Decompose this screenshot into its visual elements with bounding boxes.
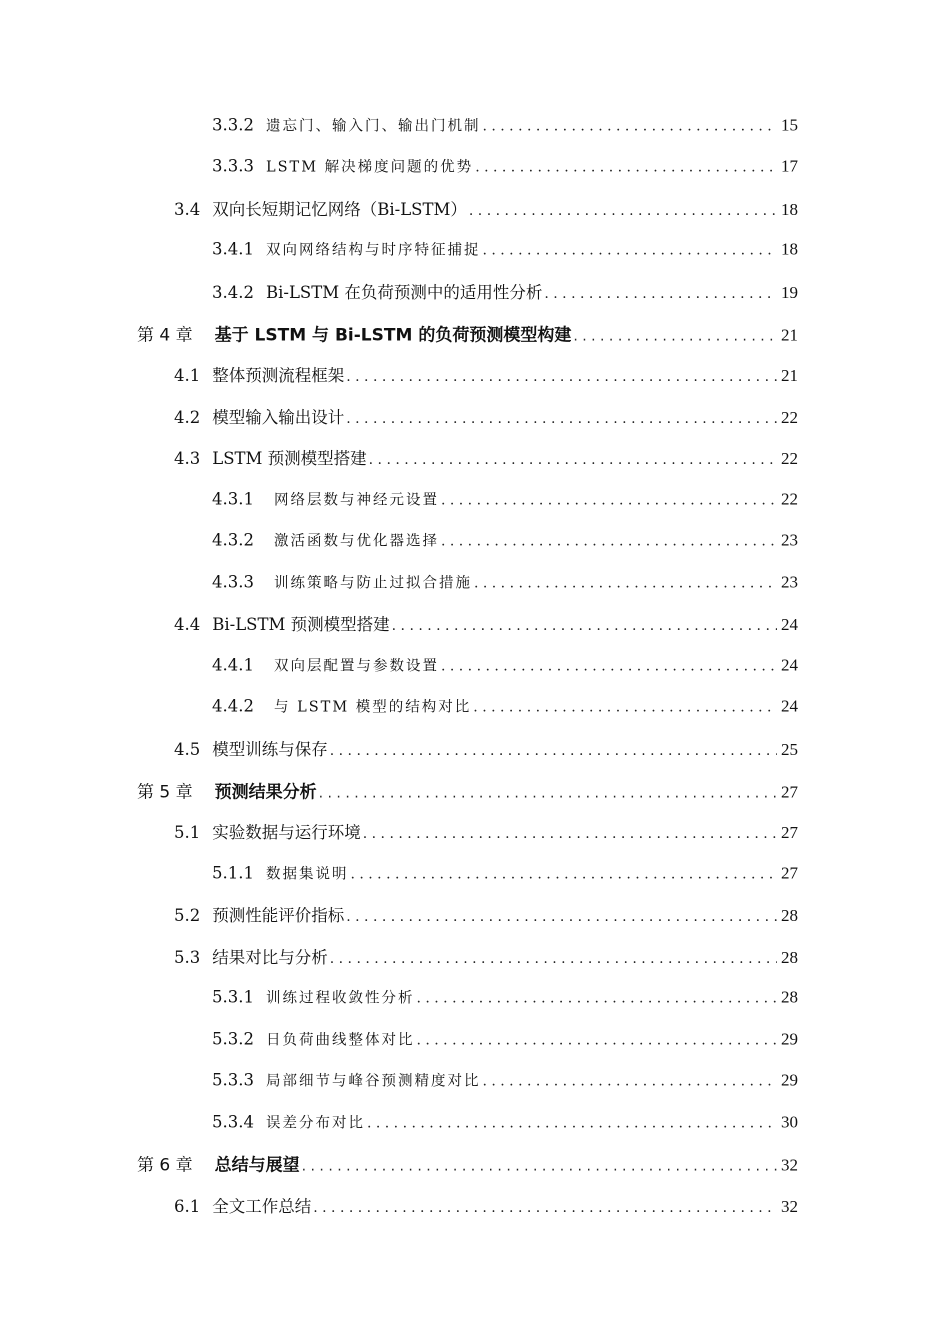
toc-dot-leader [441, 492, 777, 508]
toc-section-title: 训练策略与防止过拟合措施 [273, 575, 472, 592]
toc-dot-leader [544, 286, 777, 302]
toc-page-number: 29 [781, 1029, 798, 1049]
toc-page-number: 28 [781, 987, 798, 1007]
toc-entry-level-3[interactable] [212, 862, 798, 883]
toc-section-title: 实验数据与运行环境 [212, 823, 361, 843]
toc-section-number: 4.3 [174, 449, 201, 469]
toc-entry-level-3[interactable] [212, 571, 798, 592]
toc-row [0, 561, 950, 603]
toc-page-number: 19 [781, 282, 798, 302]
toc-section-number: 3.4.1 [212, 239, 254, 259]
toc-page-number: 21 [781, 325, 798, 344]
toc-section-number: 3.3.2 [212, 115, 254, 135]
toc-section-title: 与 LSTM 模型的结构对比 [273, 699, 472, 716]
toc-dot-leader [367, 1115, 777, 1131]
toc-row [0, 436, 950, 478]
toc-row [0, 104, 950, 146]
toc-section-number: 4.4.1 [212, 655, 254, 675]
toc-row [0, 603, 950, 645]
toc-section-title: 双向网络结构与时序特征捕捉 [265, 242, 481, 259]
toc-row [0, 644, 950, 686]
toc-page-number: 29 [781, 1070, 798, 1090]
toc-row [0, 976, 950, 1018]
toc-page-number: 15 [781, 115, 798, 135]
toc-page-number: 24 [781, 696, 798, 716]
toc-section-number: 5.3 [174, 947, 201, 967]
toc-section-title: 双向层配置与参数设置 [273, 658, 439, 675]
toc-dot-leader [346, 909, 777, 925]
toc-entry-level-3[interactable] [212, 530, 798, 551]
toc-entry-level-1[interactable] [137, 777, 798, 802]
toc-section-title: 整体预测流程框架 [212, 366, 345, 386]
toc-section-title: 激活函数与优化器选择 [273, 533, 439, 550]
toc-section-number: 第 4 章 [137, 325, 193, 345]
toc-section-number: 3.4 [174, 199, 201, 219]
toc-entry-level-3[interactable] [212, 1028, 798, 1049]
toc-section-number: 4.3.3 [212, 572, 254, 592]
toc-entry-level-3[interactable] [212, 987, 798, 1008]
toc-row [0, 686, 950, 728]
toc-dot-leader [475, 160, 777, 176]
toc-dot-leader [363, 826, 777, 842]
toc-section-title: 结果对比与分析 [212, 947, 328, 967]
table-of-contents [0, 104, 950, 1226]
toc-dot-leader [473, 700, 777, 716]
toc-page-number: 32 [781, 1155, 798, 1175]
toc-section-number: 3.4.2 [212, 282, 254, 302]
toc-dot-leader [346, 411, 777, 427]
toc-page-number: 24 [781, 615, 798, 635]
toc-entry-level-3[interactable] [212, 696, 798, 717]
toc-section-number: 5.3.3 [212, 1070, 254, 1090]
toc-section-number: 4.3.2 [212, 530, 254, 550]
toc-entry-level-3[interactable] [212, 1111, 798, 1132]
toc-row [0, 727, 950, 769]
toc-page-number: 32 [781, 1196, 798, 1216]
toc-dot-leader [469, 203, 777, 219]
toc-section-number: 5.1 [174, 823, 201, 843]
toc-page-number: 21 [781, 366, 798, 386]
toc-page-number: 18 [781, 199, 798, 219]
toc-row [0, 810, 950, 852]
toc-section-title: 模型训练与保存 [212, 739, 328, 759]
toc-entry-level-3[interactable] [212, 488, 798, 509]
toc-section-title: 预测结果分析 [214, 782, 317, 803]
toc-section-title: 基于 LSTM 与 Bi-LSTM 的负荷预测模型构建 [214, 325, 572, 345]
toc-row [0, 229, 950, 271]
toc-row [0, 769, 950, 811]
toc-section-title: 全文工作总结 [212, 1196, 312, 1216]
toc-section-title: 数据集说明 [265, 866, 349, 883]
toc-page-number: 23 [781, 530, 798, 550]
toc-page-number: 30 [781, 1112, 798, 1132]
toc-dot-leader [482, 118, 777, 134]
toc-section-number: 5.3.2 [212, 1029, 254, 1049]
toc-section-title: 双向长短期记忆网络（Bi-LSTM） [212, 199, 467, 219]
toc-entry-level-2[interactable] [174, 944, 798, 968]
toc-row [0, 395, 950, 437]
toc-entry-level-3[interactable] [212, 239, 798, 260]
toc-page-number: 27 [781, 863, 798, 883]
toc-row [0, 353, 950, 395]
toc-entry-level-3[interactable] [212, 1070, 798, 1091]
toc-row [0, 478, 950, 520]
toc-section-title: 网络层数与神经元设置 [273, 492, 439, 509]
toc-entry-level-2[interactable] [174, 736, 798, 760]
toc-dot-leader [392, 618, 777, 634]
toc-page-number: 24 [781, 655, 798, 675]
toc-section-number: 4.4.2 [212, 696, 254, 716]
toc-entry-level-2[interactable] [174, 611, 798, 635]
toc-page-number: 22 [781, 449, 798, 469]
toc-section-number: 5.3.4 [212, 1112, 254, 1132]
toc-section-title: 遗忘门、输入门、输出门机制 [265, 118, 481, 135]
toc-entry-level-3[interactable] [212, 114, 798, 135]
toc-section-title: 日负荷曲线整体对比 [265, 1032, 415, 1049]
toc-section-number: 5.3.1 [212, 987, 254, 1007]
toc-dot-leader [350, 866, 777, 882]
toc-page-number: 25 [781, 739, 798, 759]
toc-section-title: LSTM 解决梯度问题的优势 [265, 159, 474, 176]
toc-dot-leader [474, 575, 777, 591]
toc-row [0, 519, 950, 561]
toc-page-number: 22 [781, 407, 798, 427]
toc-dot-leader [441, 534, 777, 550]
toc-section-number: 4.4 [174, 615, 201, 635]
toc-section-title: 模型输入输出设计 [212, 407, 345, 427]
toc-entry-level-2[interactable] [174, 362, 798, 386]
toc-row [0, 1143, 950, 1185]
toc-dot-leader [482, 1074, 777, 1090]
toc-row [0, 852, 950, 894]
toc-section-title: Bi-LSTM 预测模型搭建 [212, 615, 390, 635]
toc-entry-level-3[interactable] [212, 654, 798, 675]
toc-section-number: 第 5 章 [137, 782, 193, 803]
toc-dot-leader [416, 1032, 777, 1048]
toc-entry-level-3[interactable] [212, 279, 798, 303]
toc-page-number: 27 [781, 823, 798, 843]
toc-section-number: 第 6 章 [137, 1155, 193, 1176]
toc-entry-level-2[interactable] [174, 1193, 798, 1217]
toc-section-title: Bi-LSTM 在负荷预测中的适用性分析 [265, 282, 543, 302]
toc-entry-level-2[interactable] [174, 819, 798, 843]
toc-row [0, 312, 950, 354]
toc-section-number: 4.3.1 [212, 489, 254, 509]
toc-dot-leader [346, 369, 777, 385]
toc-row [0, 1184, 950, 1226]
toc-row [0, 935, 950, 977]
toc-section-number: 4.2 [174, 407, 201, 427]
toc-dot-leader [330, 743, 777, 759]
toc-section-number: 3.3.3 [212, 156, 254, 176]
toc-entry-level-2[interactable] [174, 196, 798, 220]
toc-section-title: 误差分布对比 [265, 1115, 365, 1132]
toc-dot-leader [482, 243, 777, 259]
toc-section-title: 预测性能评价指标 [212, 906, 345, 926]
toc-page-number: 22 [781, 489, 798, 509]
toc-page-number: 28 [781, 947, 798, 967]
toc-row [0, 270, 950, 312]
toc-section-number: 5.1.1 [212, 863, 254, 883]
toc-page-number: 17 [781, 156, 798, 176]
toc-section-title: 局部细节与峰谷预测精度对比 [265, 1073, 481, 1090]
toc-page-number: 28 [781, 906, 798, 926]
toc-row [0, 1060, 950, 1102]
toc-dot-leader [313, 1200, 777, 1216]
toc-row [0, 893, 950, 935]
toc-entry-level-2[interactable] [174, 404, 798, 428]
toc-row [0, 146, 950, 188]
toc-section-number: 4.1 [174, 366, 201, 386]
toc-dot-leader [573, 328, 777, 344]
toc-entry-level-1[interactable] [137, 320, 798, 345]
toc-dot-leader [330, 951, 777, 967]
toc-section-title: 总结与展望 [214, 1155, 300, 1176]
toc-page-number: 23 [781, 572, 798, 592]
toc-section-number: 4.5 [174, 739, 201, 759]
toc-dot-leader [441, 658, 777, 674]
toc-row [0, 187, 950, 229]
toc-row [0, 1018, 950, 1060]
toc-dot-leader [302, 1159, 777, 1175]
toc-page-number: 18 [781, 239, 798, 259]
toc-entry-level-1[interactable] [137, 1151, 798, 1176]
toc-dot-leader [416, 991, 777, 1007]
toc-page-number: 27 [781, 782, 798, 802]
toc-section-title: 训练过程收敛性分析 [265, 990, 415, 1007]
toc-row [0, 1101, 950, 1143]
toc-dot-leader [319, 785, 777, 801]
toc-entry-level-2[interactable] [174, 445, 798, 469]
toc-section-title: LSTM 预测模型搭建 [212, 449, 367, 469]
toc-section-number: 6.1 [174, 1196, 201, 1216]
toc-entry-level-3[interactable] [212, 156, 798, 177]
toc-entry-level-2[interactable] [174, 902, 798, 926]
toc-dot-leader [369, 452, 777, 468]
toc-section-number: 5.2 [174, 906, 201, 926]
